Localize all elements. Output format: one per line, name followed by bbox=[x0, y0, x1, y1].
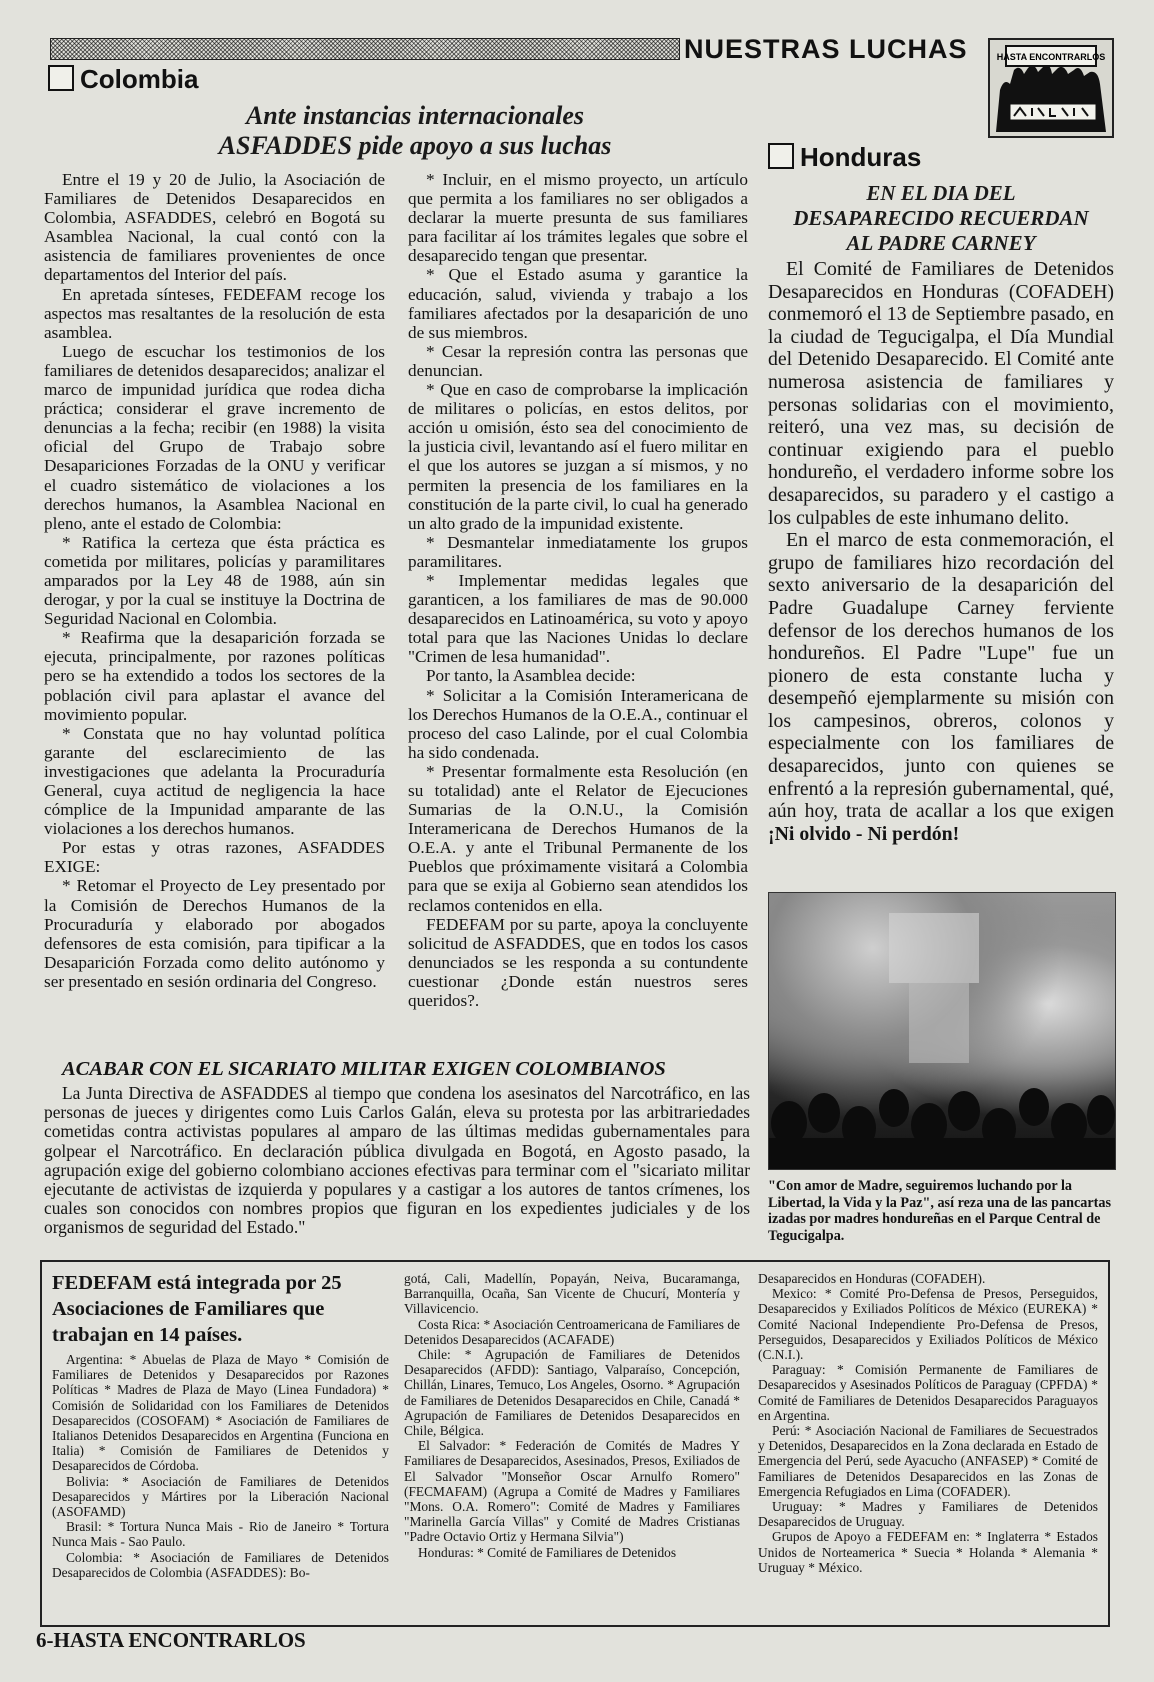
list-item: Brasil: * Tortura Nunca Mais - Rio de Janeiro * Tortura Nunca Mais - Sao Paulo. bbox=[52, 1519, 389, 1550]
list-item: Argentina: * Abuelas de Plaza de Mayo * Comisión de Familiares de Detenidos y Desaparecidos por Razones Políticas * Madres de Plaza de Mayo (Linea Fundadora) * Comisión de Solidaridad con los Familiares de Detenidos Desaparecidos (COSOFAM) * Asociación de Familiares de Italianos Detenidos Desaparecidos en Argentina (Funciona en Italia) * Comisión de Familiares de Detenidos y Desaparecidos de Córdoba. bbox=[52, 1352, 389, 1474]
list-item: Bolivia: * Asociación de Familiares de Detenidos Desaparecidos y Mártires por la Liberación Nacional (ASOFAMD) bbox=[52, 1473, 389, 1520]
paragraph: * Que el Estado asuma y garantice la educación, salud, vivienda y trabajo a los familiares afectados por la desaparición de uno de sus miembros. bbox=[408, 265, 748, 342]
paragraph: Por estas y otras razones, ASFADDES EXIGE: bbox=[44, 838, 385, 877]
headline-line-2: ASFADDES pide apoyo a sus luchas bbox=[218, 131, 612, 160]
paragraph: * Ratifica la certeza que ésta práctica es cometida por militares, policías y paramilitares amparados por la Ley 48 de 1988, aún sin derogar, y por la cual se instituye la Doctrina de Seguridad Nacional en Colombia. bbox=[44, 532, 385, 629]
crowd-photo-icon bbox=[769, 893, 1115, 1169]
paragraph: * Implementar medidas legales que garanticen, a los familiares de mas de 90.000 desaparecidos en Latinoamérica, su voto y apoyo total para que las Naciones Unidas lo declare "Crimen de lesa humanidad". bbox=[408, 570, 748, 667]
paragraph: * Constata que no hay voluntad política garante del esclarecimiento de las investigaciones que adelanta la Procuraduría General, cuya actitud de negligencia la hace cómplice de la Impunidad amparante de las violaciones a los derechos humanos. bbox=[44, 723, 385, 839]
checkbox-icon bbox=[48, 65, 74, 91]
country-name: Honduras bbox=[800, 142, 922, 172]
headline-line-1: Ante instancias internacionales bbox=[245, 101, 585, 130]
paragraph-text: En el marco de esta conmemoración, el grupo de familiares hizo recordación del sexto aniversario de la desaparición del Padre Guadalupe Carney ferviente defensor de los derechos humanos de los hondureños. El Padre "Lupe" fue un pionero de esta constante lucha y desempeñó ejemplarmente su misión con los campesinos, obreros, colonos y especialmente con los familiares de desaparecidos, junto con quienes se enfrentó a la represión gubernamental, qué, aún hoy, trata de acallar a los que exigen bbox=[768, 529, 1114, 823]
paragraph: * Reafirma que la desaparición forzada se ejecuta, principalmente, por razones políticas pero se ha extendido a todos los sectores de la población civil para aplastar el avance del movimiento popular. bbox=[44, 628, 385, 724]
sicariato-body: La Junta Directiva de ASFADDES al tiempo que condena los asesinatos del Narcotráfico, en las personas de jueces y dirigentes como Luis Carlos Galán, eleva su protesta por las arbitrariedades cometidas contra activistas populares al amparo de las últimas medidas gubernamentales para golpear el Narcotráfico. En declaración pública divulgada en Bogotá, en Agosto pasado, la agrupación exige del gobierno colombiano acciones efectivas para terminar com el "sicariato militar ejecutante de activistas de izquierda y populares y a castigar a los autores de tantos crímenes, los cuales son conocidos con nombres propios que figuran en los expedientes judiciales y de los organismos de seguridad del Estado." bbox=[44, 1083, 750, 1238]
list-item: Grupos de Apoyo a FEDEFAM en: * Inglaterra * Estados Unidos de Norteamerica * Suecia * Holanda * Alemania * Uruguay * México. bbox=[758, 1529, 1098, 1575]
paragraph: * Presentar formalmente esta Resolución (en su totalidad) ante el Relator de Ejecuciones Sumarias de la O.N.U., la Comisión Interamericana de Derechos Humanos de la O.E.A. y ante el Tribunal Permanente de los Pueblos que próximamente visitará a Colombia para que se exija al Gobierno sean atendidos los reclamos contenidos en ella. bbox=[408, 761, 748, 915]
paragraph: * Desmantelar inmediatamente los grupos paramilitares. bbox=[408, 532, 748, 571]
paragraph: * Solicitar a la Comisión Interamericana de los Derechos Humanos de la O.E.A., continuar el proceso del caso Lalinde, por el cual Colombia ha sido condenada. bbox=[408, 685, 748, 762]
fedefam-box-col-2 bbox=[404, 1271, 740, 1560]
list-item: Paraguay: * Comisión Permanente de Familiares de Desaparecidos y Asesinados Políticos de Paraguay (CPFDA) * Comité de Familiares de Detenidos Desaparecidos Paraguayos en Argentina. bbox=[758, 1362, 1098, 1423]
paragraph: * Que en caso de comprobarse la implicación de militares o policías, en estos delitos, por acción u omisión, ésto sea del conocimiento de la justicia civil, levantando así el fuero militar en el que los autores se juzgan a sí mismos, y no permiten la presencia de los familiares en la constitución de la parte civil, lo cual ha generado un alto grado de la impunidad existente. bbox=[408, 380, 748, 533]
paragraph: FEDEFAM por su parte, apoya la concluyente solicitud de ASFADDES, que en todos los casos denunciados se les responda a su contundente cuestionar ¿Donde están nuestros seres queridos?. bbox=[408, 914, 748, 1011]
headline-line-3: AL PADRE CARNEY bbox=[846, 231, 1036, 255]
headline-line-2: DESAPARECIDO RECUERDAN bbox=[793, 206, 1089, 230]
headline-line-1: EN EL DIA DEL bbox=[866, 181, 1016, 205]
list-item: Colombia: * Asociación de Familiares de Detenidos Desaparecidos de Colombia (ASFADDES): Bo- bbox=[52, 1549, 389, 1580]
honduras-headline bbox=[768, 181, 1114, 256]
publication-logo bbox=[988, 38, 1114, 138]
list-item: Costa Rica: * Asociación Centroamericana de Familiares de Detenidos Desaparecidos (ACAFADE) bbox=[404, 1316, 740, 1347]
list-item: Desaparecidos en Honduras (COFADEH). bbox=[758, 1271, 986, 1286]
list-item: Uruguay: * Madres y Familiares de Detenidos Desaparecidos de Uruguay. bbox=[758, 1499, 1098, 1530]
list-item: Chile: * Agrupación de Familiares de Detenidos Desaparecidos (AFDD): Santiago, Valparaíso, Concepción, Chillán, Linares, Temuco, Los Angeles, Osorno. * Agrupación de Familiares de Detenidos Desaparecidos en Chile, Canadá * Agrupación de Familiares de Detenidos Desaparecidos en Chile, Bélgica. bbox=[404, 1347, 740, 1439]
photo-caption: "Con amor de Madre, seguiremos luchando por la Libertad, la Vida y la Paz", así reza una de las pancartas izadas por madres hondureñas en el Parque Central de Tegucigalpa. bbox=[768, 1178, 1111, 1244]
sicariato-headline: ACABAR CON EL SICARIATO MILITAR EXIGEN COLOMBIANOS bbox=[62, 1058, 666, 1080]
list-item: Honduras: * Comité de Familiares de Detenidos bbox=[418, 1544, 677, 1560]
protest-banner-icon bbox=[990, 40, 1112, 136]
paragraph: Entre el 19 y 20 de Julio, la Asociación de Familiares de Detenidos Desaparecidos en Colombia, ASFADDES, celebró en Bogotá su Asamblea Nacional, la cual contó con la asistencia de familiares provenientes de once departamentos del Interior del país. bbox=[44, 170, 385, 285]
list-item: Mexico: * Comité Pro-Defensa de Presos, Perseguidos, Desaparecidos y Exiliados Políticos de México (EUREKA) * Comité Nacional Independiente Pro-Defensa de Presos, Perseguidos, Desaparecidos y Exiliados Políticos de México (C.N.I.). bbox=[758, 1286, 1098, 1363]
list-item: gotá, Cali, Madellín, Popayán, Neiva, Bucaramanga, Barranquilla, Ocaña, San Vicente de Chucurí, Montería y Villavicencio. bbox=[404, 1271, 740, 1317]
slogan: ¡Ni olvido - Ni perdón! bbox=[768, 822, 960, 845]
paragraph: * Incluir, en el mismo proyecto, un artículo que permita a los familiares no ser obligados a declarar la muerte presunta de sus familiares para facilitar aí los trámites legales que sobre el desaparecido tengan que presentar. bbox=[408, 170, 748, 266]
country-list bbox=[52, 1352, 389, 1580]
paragraph: * Cesar la represión contra las personas que denuncian. bbox=[408, 341, 748, 380]
header-rule bbox=[50, 38, 680, 60]
list-item: El Salvador: * Federación de Comités de Madres Y Familiares de Desaparecidos, Asesinados, Presos, Exiliados de El Salvador "Monseñor Oscar Arnulfo Romero" (FECMAFAM) (Agrupa a Comité de Madres y Familiares "Mons. O.A. Romero": Comité de Madres y Familiares "Marinella García Villas" y Comité de Madres Cristianas "Padre Octavio Ortiz y Hermana Silvia") bbox=[404, 1438, 740, 1545]
section-title: NUESTRAS LUCHAS bbox=[684, 34, 968, 64]
colombia-column-1 bbox=[44, 170, 385, 991]
paragraph bbox=[768, 529, 1114, 845]
svg-text:HASTA ENCONTRARLOS: HASTA ENCONTRARLOS bbox=[996, 52, 1106, 62]
checkbox-icon bbox=[768, 143, 794, 169]
honduras-photo bbox=[768, 892, 1116, 1170]
colombia-headline bbox=[150, 101, 680, 161]
list-item: Perú: * Asociación Nacional de Familiares de Secuestrados y Detenidos, Desaparecidos en la Zona declarada en Estado de Emergencia del Perú, sede Ayacucho (ANFASEP) * Comité de Familiares de Detenidos Desaparecidos en las Zonas de Emergencia Refugiados en Lima (COFADER). bbox=[758, 1423, 1098, 1499]
fedefam-box-col-3 bbox=[758, 1271, 1098, 1575]
country-heading-colombia bbox=[48, 64, 198, 95]
paragraph: Luego de escuchar los testimonios de los familiares de detenidos desaparecidos; analizar el marco de impunidad jurídica que rodea dicha práctica; considerar el grave incremento de denuncias a la fecha; recibir (en 1988) la visita oficial del Grupo de Trabajo sobre Desapariciones Forzadas de la ONU y verificar el cuadro sistemático de violaciones a los derechos humanos, la Asamblea Nacional en pleno, ante el estado de Colombia: bbox=[44, 341, 385, 533]
paragraph: En apretada sínteses, FEDEFAM recoge los aspectos mas resaltantes de la resolución de esta asamblea. bbox=[44, 284, 385, 342]
paragraph: Por tanto, la Asamblea decide: bbox=[426, 666, 636, 686]
paragraph: El Comité de Familiares de Detenidos Desaparecidos en Honduras (COFADEH) conmemoró el 13 de Septiembre pasado, en la ciudad de Tegucigalpa, el Día Mundial del Detenido Desaparecido. El Comité ante numerosa asistencia de familiares y personas solidarias con el movimiento, reiteró, una vez mas, su decisión de continuar exigiendo para el pueblo hondureño, el verdadero informe sobre los desaparecidos, su paradero y el castigo a los culpables de este inhumano delito. bbox=[768, 258, 1114, 529]
country-heading-honduras bbox=[768, 142, 921, 173]
colombia-column-2 bbox=[408, 170, 748, 1010]
paragraph: * Retomar el Proyecto de Ley presentado por la Comisión de Derechos Humanos de la Procuraduría y elaborado por abogados defensores de esta comisión, para tipificar a la Desaparición Forzada como delito autónomo y ser presentado en sesión ordinaria del Congreso. bbox=[44, 876, 385, 991]
box-title: FEDEFAM está integrada por 25 Asociaciones de Familiares que trabajan en 14 países. bbox=[52, 1272, 342, 1346]
honduras-body bbox=[768, 258, 1114, 845]
country-name: Colombia bbox=[80, 64, 199, 94]
fedefam-box-col-1 bbox=[52, 1270, 389, 1580]
page-footer: 6-HASTA ENCONTRARLOS bbox=[36, 1628, 306, 1652]
